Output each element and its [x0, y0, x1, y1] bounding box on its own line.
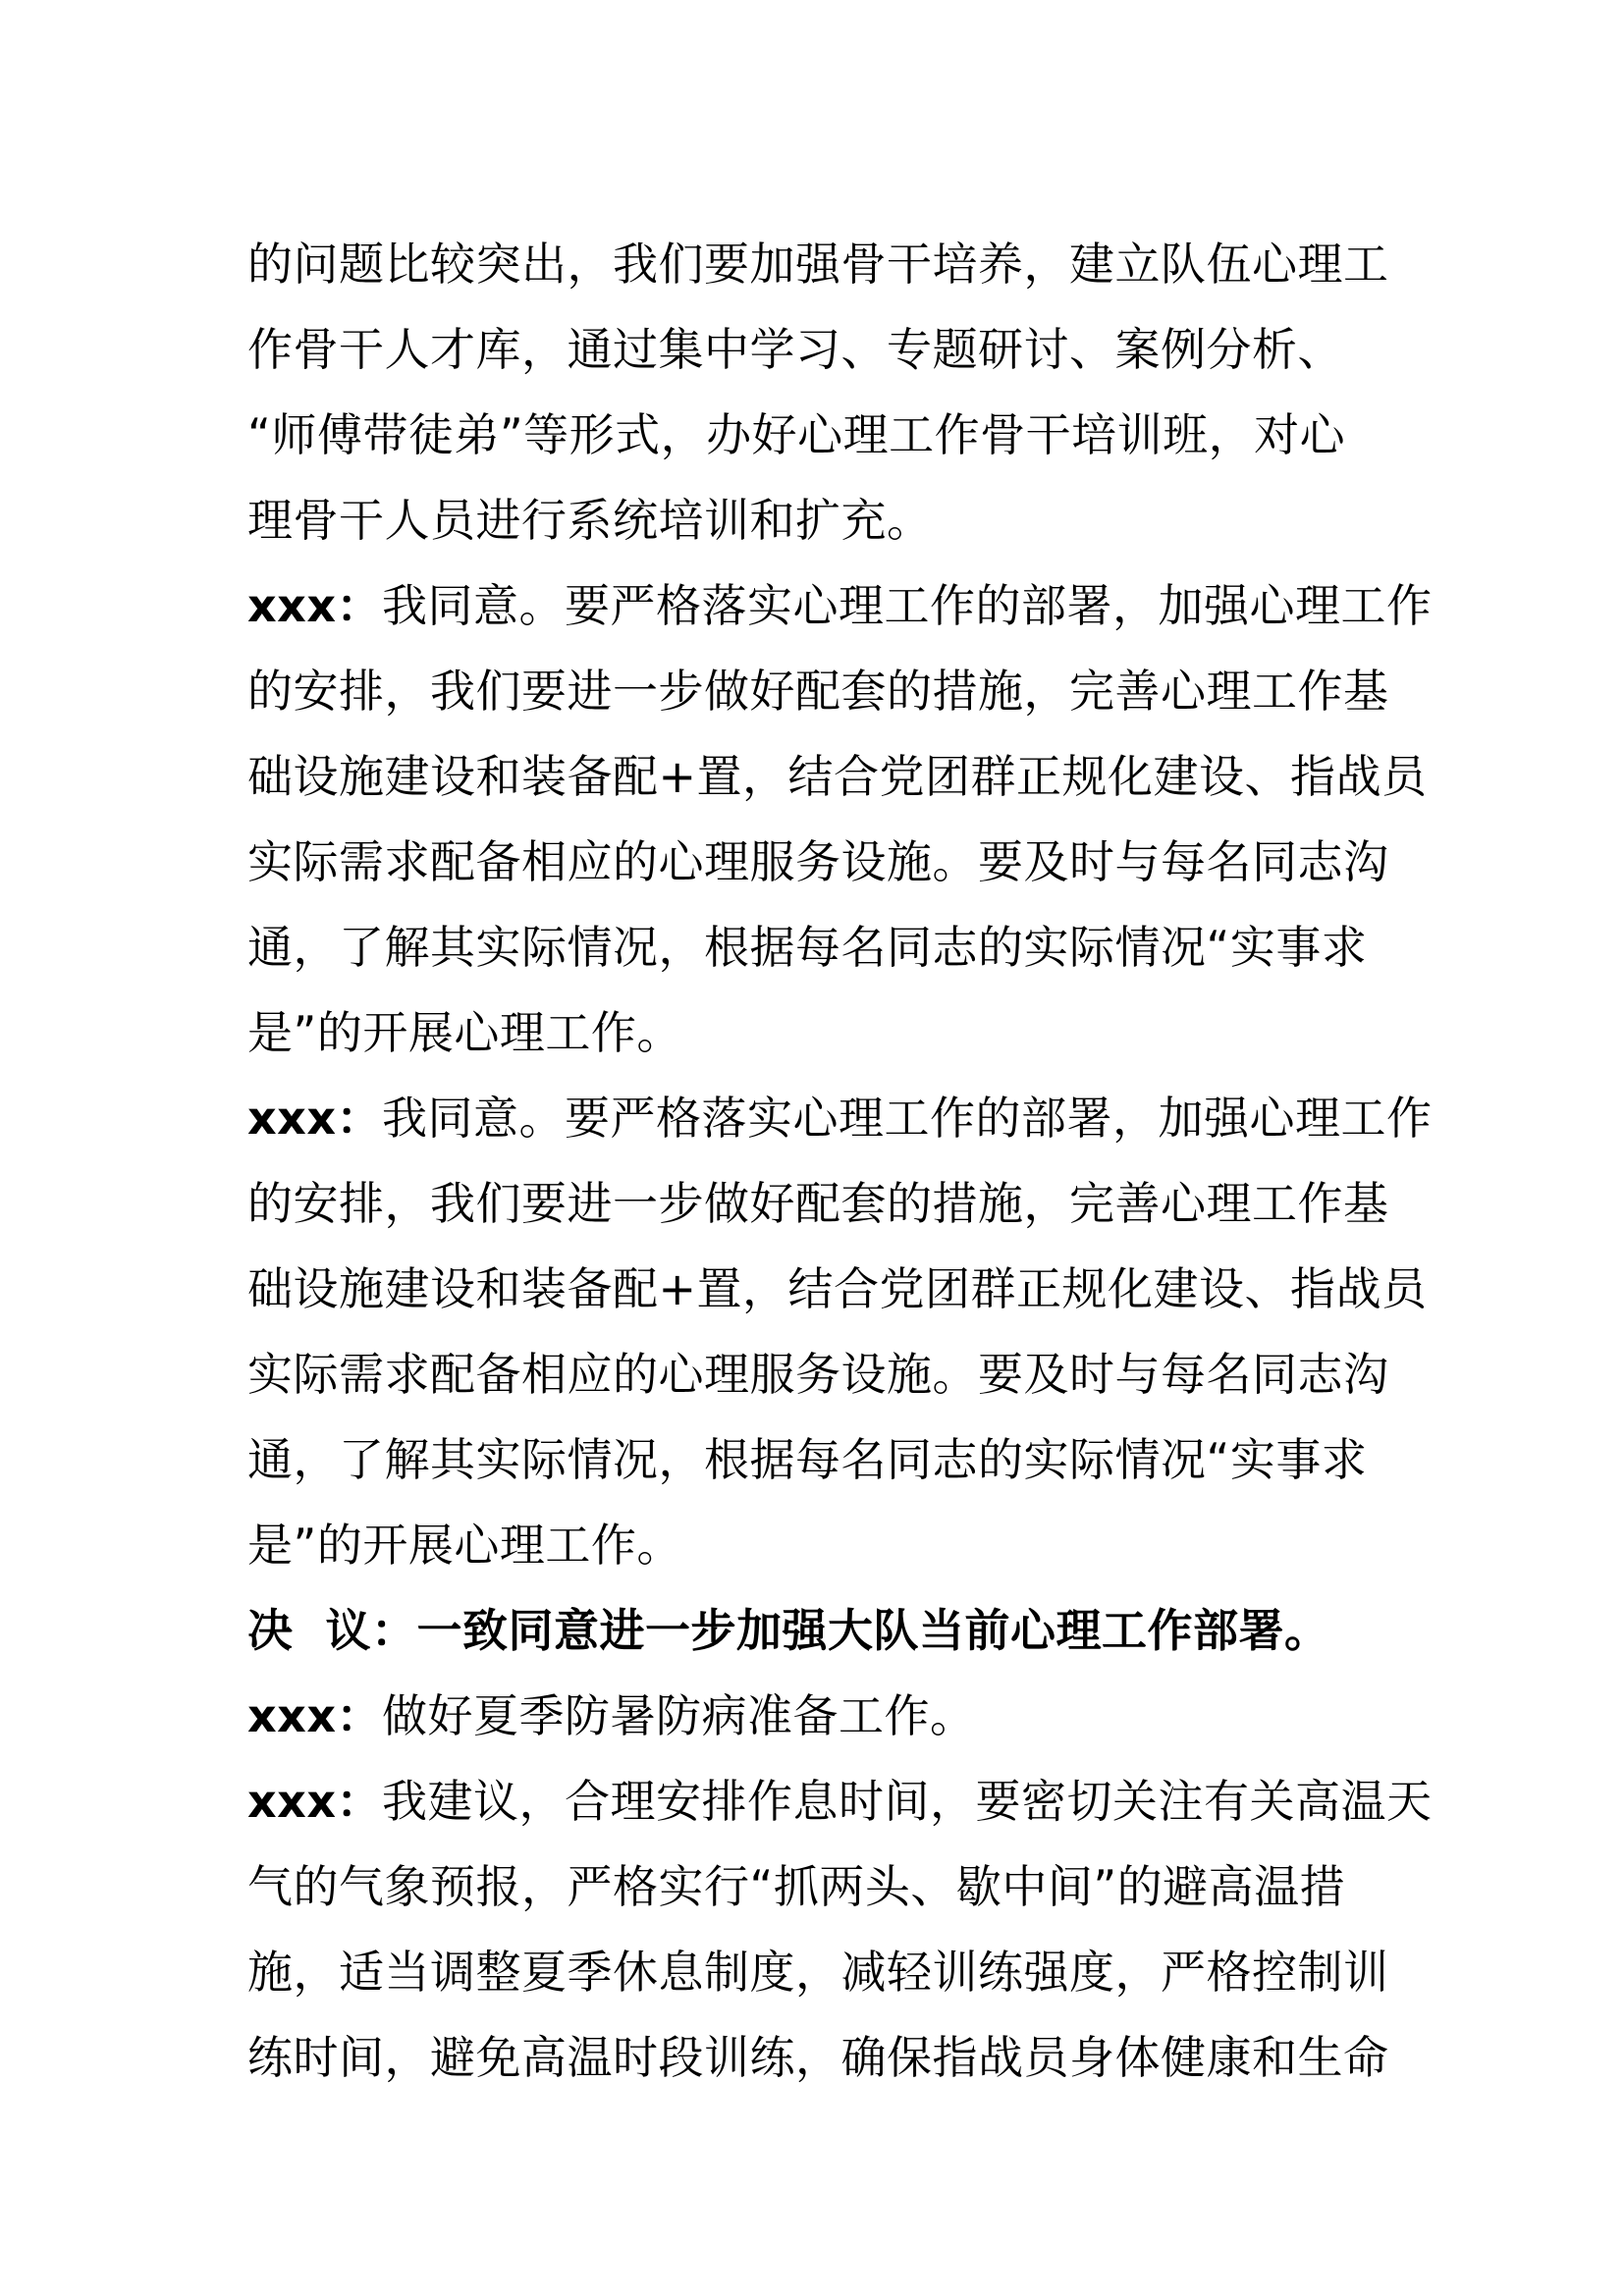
speech-text: 我建议，合理安排作息时间，要密切关注有关高温天 [382, 1775, 1433, 1828]
speaker-label: xxx： [247, 579, 383, 632]
text-line: 础设施建设和装备配+置，结合党团群正规化建设、指战员 [247, 1262, 1428, 1315]
text-line: 作骨干人才库，通过集中学习、专题研讨、案例分析、 [247, 323, 1343, 376]
topic-text: 做好夏季防暑防病准备工作。 [382, 1689, 976, 1742]
resolution-label: 决 议： [247, 1604, 417, 1657]
agenda-topic [247, 1674, 1396, 1759]
speech-text: 我同意。要严格落实心理工作的部署，加强心理工作 [382, 1092, 1433, 1145]
speech-text: 我同意。要严格落实心理工作的部署，加强心理工作 [382, 579, 1433, 632]
resolution [247, 1588, 1396, 1674]
resolution-text: 一致同意进一步加强大队当前心理工作部署。 [416, 1604, 1330, 1657]
text-line: 的安排，我们要进一步做好配套的措施，完善心理工作基 [247, 1177, 1389, 1230]
text-line [247, 1674, 1396, 1759]
text-line: 实际需求配备相应的心理服务设施。要及时与每名同志沟 [247, 835, 1389, 888]
paragraph-speaker-2 [247, 1076, 1433, 1588]
text-line: “师傅带徒弟”等形式，办好心理工作骨干培训班，对心 [247, 408, 1346, 461]
text-line: 是”的开展心理工作。 [247, 1519, 682, 1572]
text-line: 理骨干人员进行系统培训和扩充。 [247, 494, 933, 547]
text-line: 通，了解其实际情况，根据每名同志的实际情况“实事求 [247, 1433, 1368, 1486]
paragraph-training [247, 222, 1396, 563]
text-line: 通，了解其实际情况，根据每名同志的实际情况“实事求 [247, 921, 1368, 974]
text-line: 练时间，避免高温时段训练，确保指战员身体健康和生命 [247, 2031, 1389, 2084]
paragraph-speaker-3 [247, 1759, 1433, 2101]
text-line: 础设施建设和装备配+置，结合党团群正规化建设、指战员 [247, 750, 1428, 803]
text-line: 气的气象预报，严格实行“抓两头、歇中间”的避高温措 [247, 1860, 1346, 1913]
text-line [247, 563, 1433, 649]
text-line: 实际需求配备相应的心理服务设施。要及时与每名同志沟 [247, 1348, 1389, 1401]
paragraph-speaker-1 [247, 563, 1433, 1076]
text-line: 是”的开展心理工作。 [247, 1006, 682, 1059]
text-line [247, 1759, 1433, 1844]
text-line: 施，适当调整夏季休息制度，减轻训练强度，严格控制训 [247, 1946, 1389, 1999]
speaker-label: xxx： [247, 1092, 383, 1145]
speaker-label: xxx： [247, 1775, 383, 1828]
text-line: 的问题比较突出，我们要加强骨干培养，建立队伍心理工 [247, 238, 1389, 291]
speaker-label: xxx： [247, 1689, 383, 1742]
text-line [247, 1076, 1433, 1161]
text-line [247, 1588, 1396, 1674]
document-body [247, 222, 1433, 2101]
text-line: 的安排，我们要进一步做好配套的措施，完善心理工作基 [247, 665, 1389, 718]
